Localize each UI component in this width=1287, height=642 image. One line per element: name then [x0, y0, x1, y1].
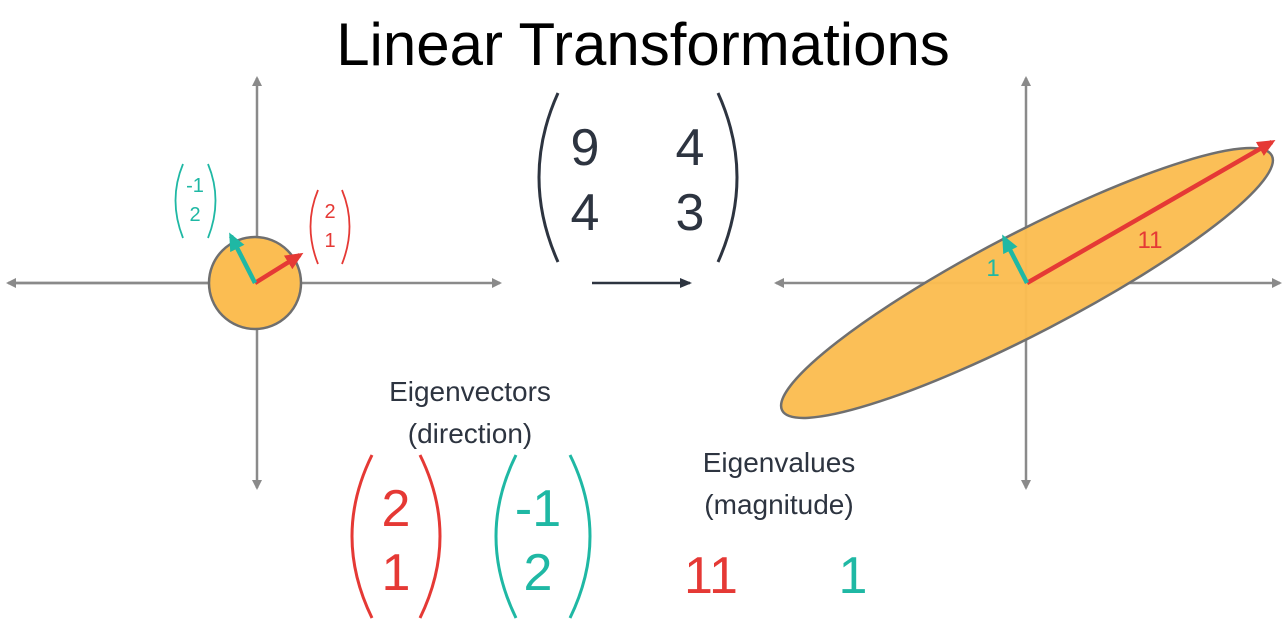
left-teal-paren-close	[208, 164, 216, 238]
eigvec2-paren-open	[496, 455, 516, 618]
matrix-d: 3	[675, 184, 705, 242]
eigenvectors-heading: Eigenvectors	[389, 376, 551, 407]
eigenvalues-heading: Eigenvalues	[702, 447, 856, 478]
left-red-vector-y: 1	[324, 230, 336, 252]
matrix-a: 9	[570, 119, 600, 177]
right-red-length-label: 11	[1137, 227, 1163, 254]
eigvec2-y: 2	[523, 544, 553, 602]
matrix-b: 4	[675, 119, 705, 177]
left-red-vector-x: 2	[324, 201, 336, 223]
left-teal-vector-y: 2	[189, 204, 201, 226]
eigvec1-y: 1	[381, 544, 411, 602]
eigvec1-paren-open	[352, 455, 372, 618]
right-plot	[759, 78, 1287, 488]
eigvec2-x: -1	[514, 480, 562, 538]
right-teal-length-label: 1	[986, 255, 1000, 282]
eigvec2-paren-close	[570, 455, 590, 618]
eigenvalues-subheading: (magnitude)	[704, 489, 854, 520]
eigenvectors-section	[352, 376, 590, 618]
left-teal-vector-x: -1	[186, 175, 204, 197]
page-title: Linear Transformations	[336, 11, 950, 78]
eigenvalue-1: 11	[684, 547, 738, 605]
left-teal-vector-label	[176, 164, 216, 238]
eigvec1-paren-close	[420, 455, 440, 618]
left-red-paren-open	[311, 190, 319, 264]
left-red-vector-label	[311, 190, 350, 264]
left-teal-paren-open	[176, 164, 184, 238]
matrix-c: 4	[570, 184, 600, 242]
eigenvalue-2: 1	[838, 547, 868, 605]
eigenvectors-subheading: (direction)	[407, 418, 533, 449]
eigvec1-x: 2	[381, 480, 411, 538]
matrix-paren-open	[539, 93, 558, 262]
matrix-paren-close	[718, 93, 737, 262]
transformation-matrix	[539, 93, 737, 262]
eigenvalues-section	[684, 447, 867, 605]
left-red-paren-close	[342, 190, 350, 264]
